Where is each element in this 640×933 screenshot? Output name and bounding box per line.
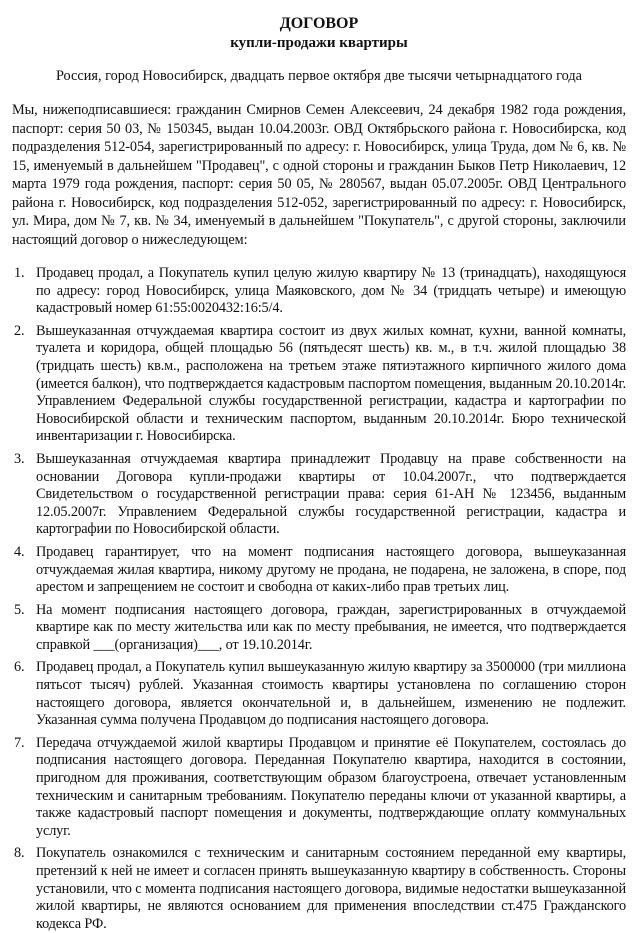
clause-text: Передача отчуждаемой жилой квартиры Продавцом и принятие её Покупателем, состоялась до подписания настоящего договора. Переданная Покупателю квартира, находится в состоянии, пригодном для проживания, соответствующим образом благоустроена, отвечает установленным техническим и санитарным требованиям. Покупателю переданы ключи от указанной квартиры, а также кадастровый паспорт помещения и документы, подтверждающие оплату коммунальных услуг. — [36, 734, 626, 839]
clause-item — [12, 659, 626, 729]
clause-number: 3. — [14, 450, 25, 467]
clause-text: Вышеуказанная отчуждаемая квартира принадлежит Продавцу на праве собственности на основании Договора купли-продажи квартиры от 10.04.2007г., что подтверждается Свидетельством о государственной регистрации права: серия 61-АН № 123456, выданным 12.05.2007г. Управлением Федеральной службы государственной регистрации, кадастра и картографии по Новосибирской области. — [36, 450, 626, 538]
clause-number: 4. — [14, 543, 25, 560]
document-title: ДОГОВОР — [279, 15, 359, 32]
clause-text: Продавец продал, а Покупатель купил вышеуказанную жилую квартиру за 3500000 (три миллиона пятьсот тысяч) рублей. Указанная стоимость квартиры установлена по соглашению сторон настоящего договора, является окончательной и, в дальнейшем, изменению не подлежит. Указанная сумма получена Продавцом до подписания настоящего договора. — [36, 659, 626, 729]
clause-item — [12, 265, 626, 318]
clause-item — [12, 451, 626, 539]
clause-item — [12, 323, 626, 446]
clause-item — [12, 544, 626, 597]
place-and-date: Россия, город Новосибирск, двадцать первое октября две тысячи четырнадцатого года — [55, 68, 583, 84]
clause-number: 6. — [14, 659, 25, 676]
clause-item — [12, 602, 626, 655]
clause-text: Вышеуказанная отчуждаемая квартира состоит из двух жилых комнат, кухни, ванной комнаты, туалета и коридора, общей площадью 56 (пятьдесят шесть) кв. м., в т.ч. жилой площадью 38 (тридцать шесть) кв.м., расположена на третьем этаже пятиэтажного кирпичного жилого дома (имеется балкон), что подтверждается кадастровым паспортом помещения, выданным 20.10.2014г. Управлением Федеральной службы государственной регистрации, кадастра и картографии по Новосибирской области и техническим паспортом, выданным 20.10.2014г. Бюро технической инвентаризации г. Новосибирска. — [36, 322, 626, 445]
preamble-paragraph: Мы, нижеподписавшиеся: гражданин Смирнов Семен Алексеевич, 24 декабря 1982 года рождения, паспорт: серия 50 03, № 150345, выдан 10.04.2003г. ОВД Октябрьского района г. Новосибирска, код подразделения 512-054, зарегистрированный по адресу: г. Новосибирск, улица Труда, дом № 6, кв. № 15, именуемый в дальнейшем "Продавец", с одной стороны и гражданин Быков Петр Николаевич, 12 марта 1979 года рождения, паспорт: серия 50 05, № 280567, выдан 05.07.2005г. ОВД Центрального района г. Новосибирск, код подразделения 512-052, зарегистрированный по адресу: г. Новосибирск, ул. Мира, дом № 7, кв. № 34, именуемый в дальнейшем "Покупатель", с другой стороны, заключили настоящий договор о нижеследующем: — [12, 102, 626, 248]
clause-text: На момент подписания настоящего договора, граждан, зарегистрированных в отчуждаемой квартире как по месту жительства или как по месту пребывания, не имеется, что подтверждается справкой ___(организация)___, от 19.10.2014г. — [36, 601, 626, 653]
clause-text: Продавец гарантирует, что на момент подписания настоящего договора, вышеуказанная отчуждаемая жилая квартира, никому другому не продана, не подарена, не заложена, в споре, под арестом и запрещением не состоит и свободна от каких-либо прав третьих лиц. — [36, 543, 626, 596]
clause-item — [12, 735, 626, 841]
clause-number: 1. — [14, 265, 25, 281]
clauses-list — [12, 265, 626, 933]
clause-item — [12, 845, 626, 933]
clause-text: Продавец продал, а Покупатель купил целую жилую квартиру № 13 (тринадцать), находящуюся по адресу: город Новосибирск, улица Маяковского, дом № 34 (тридцать четыре) и имеющую кадастровый номер 61:55:0020432:16:5/4. — [36, 265, 626, 317]
document-subtitle: купли-продажи квартиры — [230, 35, 408, 51]
clause-number: 5. — [14, 601, 25, 618]
clause-number: 7. — [14, 734, 25, 751]
clause-number: 8. — [14, 845, 25, 862]
clause-number: 2. — [14, 322, 25, 339]
clause-text: Покупатель ознакомился с техническим и санитарным состоянием переданной ему квартиры, претензий к ней не имеет и согласен принять вышеуказанную квартиру в собственность. Стороны установили, что с момента подписания настоящего договора, видимые недостатки вышеуказанной жилой квартиры, не являются основанием для применения впоследствии ст.475 Гражданского кодекса РФ. — [36, 845, 626, 932]
